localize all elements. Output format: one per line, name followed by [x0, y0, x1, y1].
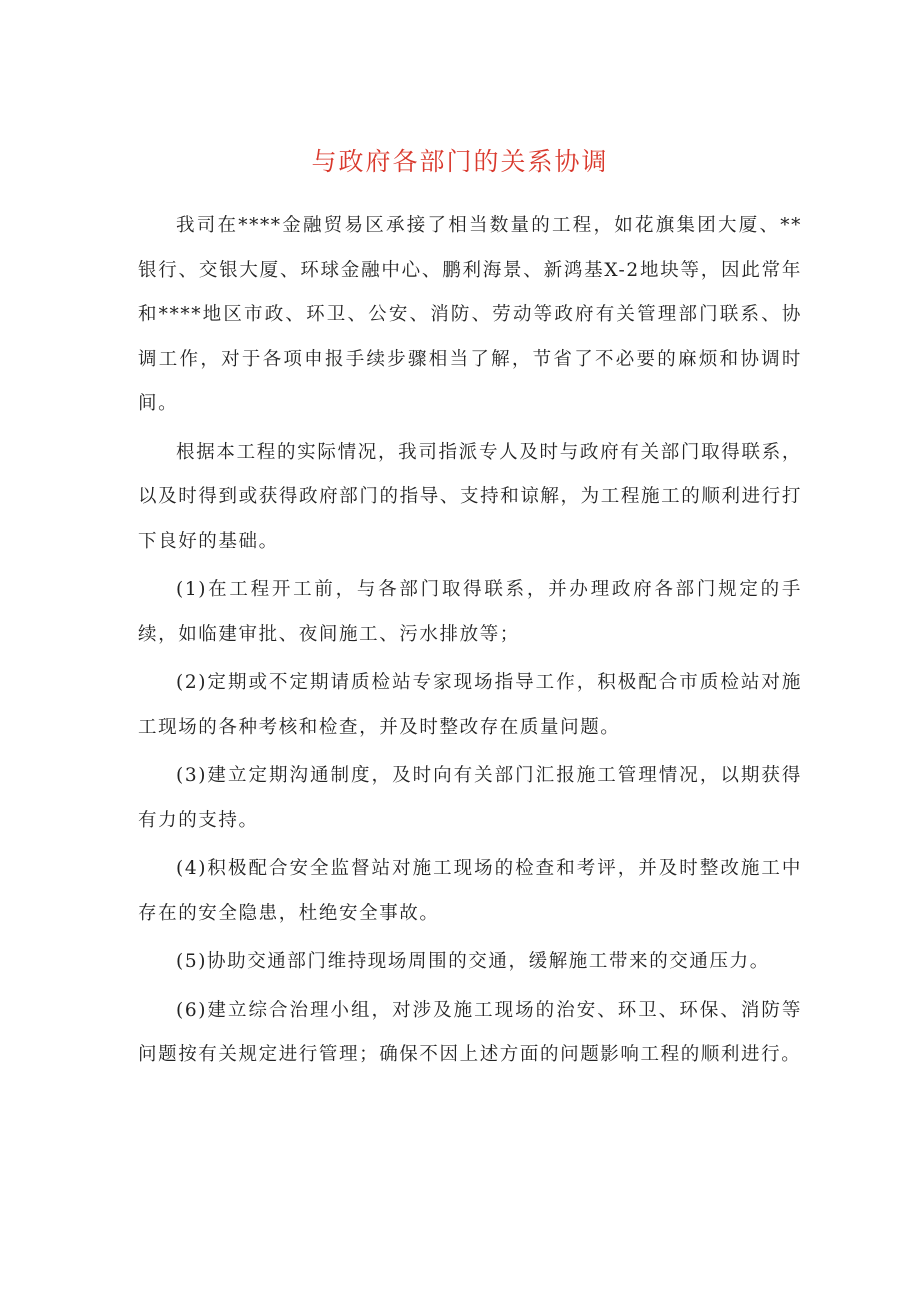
document-title: 与政府各部门的关系协调 — [311, 147, 609, 176]
paragraph-item-5: (5)协助交通部门维持现场周围的交通，缓解施工带来的交通压力。 — [176, 951, 770, 972]
document-body — [138, 204, 802, 1082]
paragraph-intro: 我司在****金融贸易区承接了相当数量的工程，如花旗集团大厦、**银行、交银大厦、环球金融中心、鹏利海景、新鸿基X-2地块等，因此常年和****地区市政、环卫、公安、消防、劳动等政府有关管理部门联系、协调工作，对于各项申报手续步骤相当了解，节省了不必要的麻烦和协调时间。 — [138, 215, 802, 414]
paragraph-item-1: (1)在工程开工前，与各部门取得联系，并办理政府各部门规定的手续，如临建审批、夜间施工、污水排放等； — [138, 579, 802, 645]
paragraph-item-3: (3)建立定期沟通制度，及时向有关部门汇报施工管理情况，以期获得有力的支持。 — [138, 765, 802, 831]
paragraph-item-4: (4)积极配合安全监督站对施工现场的检查和考评，并及时整改施工中存在的安全隐患，杜绝安全事故。 — [138, 858, 802, 924]
paragraph-item-6: (6)建立综合治理小组，对涉及施工现场的治安、环卫、环保、消防等问题按有关规定进行管理；确保不因上述方面的问题影响工程的顺利进行。 — [138, 999, 802, 1065]
paragraph-item-2: (2)定期或不定期请质检站专家现场指导工作，积极配合市质检站对施工现场的各种考核和检查，并及时整改存在质量问题。 — [138, 672, 802, 738]
paragraph-basis: 根据本工程的实际情况，我司指派专人及时与政府有关部门取得联系，以及时得到或获得政府部门的指导、支持和谅解，为工程施工的顺利进行打下良好的基础。 — [138, 441, 802, 552]
